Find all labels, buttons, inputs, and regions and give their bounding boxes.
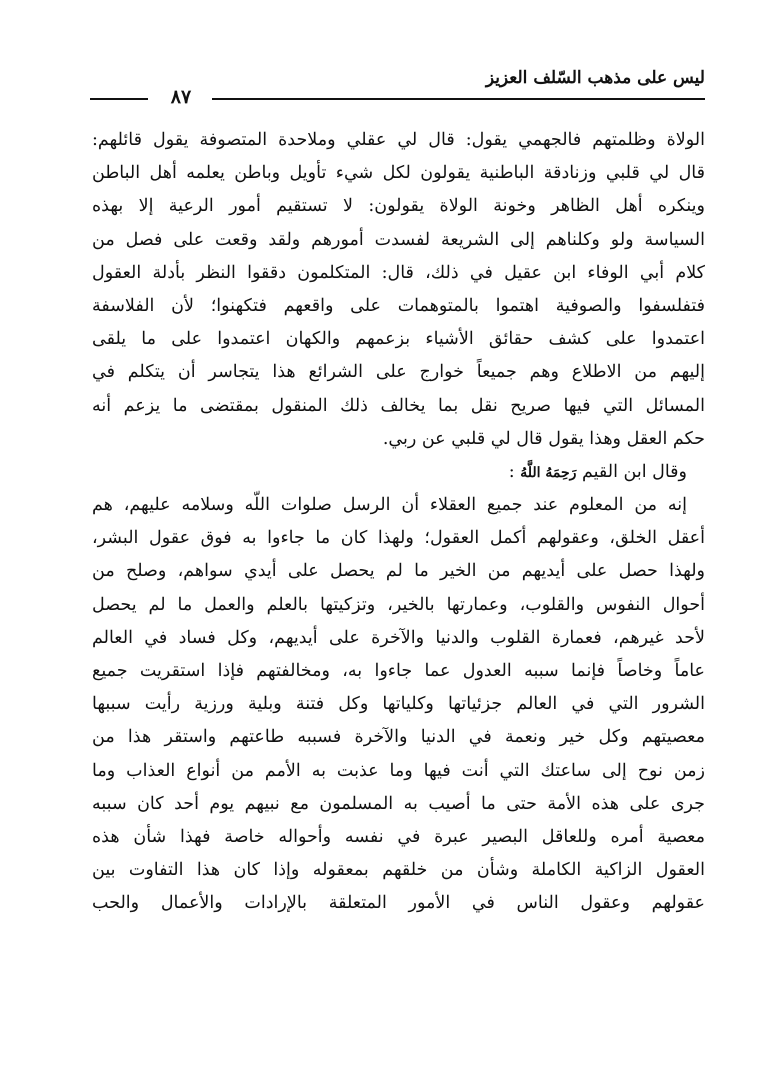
text-line: اعتمدوا على كشف حقائق الأشياء بزعمهم والكهان اعتمدوا على ما يلقى — [92, 329, 705, 350]
text-line: حكم العقل وهذا يقول قال لي قلبي عن ربي. — [382, 428, 705, 449]
text-line: إنه من المعلوم عند جميع العقلاء أن الرسل صلوات اللّه وسلامه عليهم، هم — [92, 495, 687, 516]
text-line: جرى على هذه الأمة حتى ما أصيب به المسلمون مع نبيهم يوم أحد كان سببه — [92, 793, 705, 814]
text-line: معصيتهم وكل خير ونعمة في الدنيا والآخرة فسببه طاعتهم واستقر هذا من — [92, 727, 705, 748]
quote-intro: وقال ابن القيم — [581, 461, 687, 482]
text-line: أعقل الخلق، وعقولهم أكمل العقول؛ ولهذا كان ما جاءوا به فوق عقول البشر، — [92, 528, 705, 549]
paragraph-1 — [92, 124, 705, 456]
running-title: ليس على مذهب السّلف العزيز — [485, 68, 705, 88]
paragraph-2 — [92, 489, 705, 920]
text-line: معصية أمره وللعاقل البصير عبرة في نفسه وأحواله خاصة فهذا شأن هذه — [92, 826, 705, 847]
quote-colon: : — [508, 461, 515, 482]
text-line: فتفلسفوا والصوفية اهتموا بالمتوهمات على واقعهم فتكهنوا؛ لأن الفلاسفة — [92, 295, 705, 316]
header-rule-left — [90, 98, 148, 100]
text-line: لأحد غيرهم، فعمارة القلوب والدنيا والآخرة على أيديهم، وكل فساد في العالم — [92, 627, 705, 648]
page-header — [90, 62, 705, 108]
text-line: عقولهم وعقول الناس في الأمور المتعلقة بالإرادات والأعمال والحب — [92, 893, 705, 914]
page-body — [92, 124, 705, 921]
text-line: عاماً وخاصاً فإنما سببه العدول عما جاءوا به، ومخالفتهم فإذا استقريت جميع — [92, 661, 705, 681]
text-line: السياسة ولو وكلناهم إلى الشريعة لفسدت أمورهم ولقد وقعت على فصل من — [92, 229, 705, 250]
text-line: زمن نوح إلى ساعتك التي أنت فيها وما عذبت به الأمم من أنواع العذاب وما — [92, 760, 705, 781]
text-line: الشرور التي في العالم جزئياتها وكلياتها وكل فتنة وبلية ورزية رأيت سببها — [92, 694, 705, 715]
text-line: قال لي قلبي وزنادقة الباطنية يقولون لكل شيء تأويل وباطن يعلمه أهل الباطن — [92, 163, 705, 184]
text-line: الولاة وظلمتهم فالجهمي يقول: قال لي عقلي وملاحدة المتصوفة يقول قائلهم: — [92, 130, 705, 150]
text-line: العقول الزاكية الكاملة وشأن من خلقهم بمعقوله وإذا كان هذا التفاوت بين — [92, 860, 705, 881]
header-rule-right — [212, 98, 705, 100]
quote-intro-line — [92, 456, 705, 489]
text-line: ولهذا حصل على أيديهم من الخير ما لم يحصل على أيدي سواهم، وصلح من — [92, 561, 705, 582]
honorific-glyph: رَحِمَهُ اللَّهُ — [520, 464, 577, 481]
text-line: إليهم من الاطلاع وهم جميعاً خوارج على الشرائع هذا يتجاسر أن يتكلم في — [92, 362, 705, 383]
text-line: المسائل التي فيها صريح نقل بما يخالف ذلك المنقول بمقتضى ما يزعم أنه — [92, 395, 705, 416]
page-number: ٨٧ — [170, 86, 192, 108]
text-line: كلام أبي الوفاء ابن عقيل في ذلك، قال: المتكلمون دققوا النظر بأدلة العقول — [92, 262, 705, 283]
text-line: وينكره أهل الظاهر وخونة الولاة يقولون: لا تستقيم أمور الرعية إلا بهذه — [92, 196, 705, 217]
text-line: أحوال النفوس والقلوب، وعمارتها بالخير، وتزكيتها بالعلم والعمل ما لم يحصل — [92, 594, 705, 615]
